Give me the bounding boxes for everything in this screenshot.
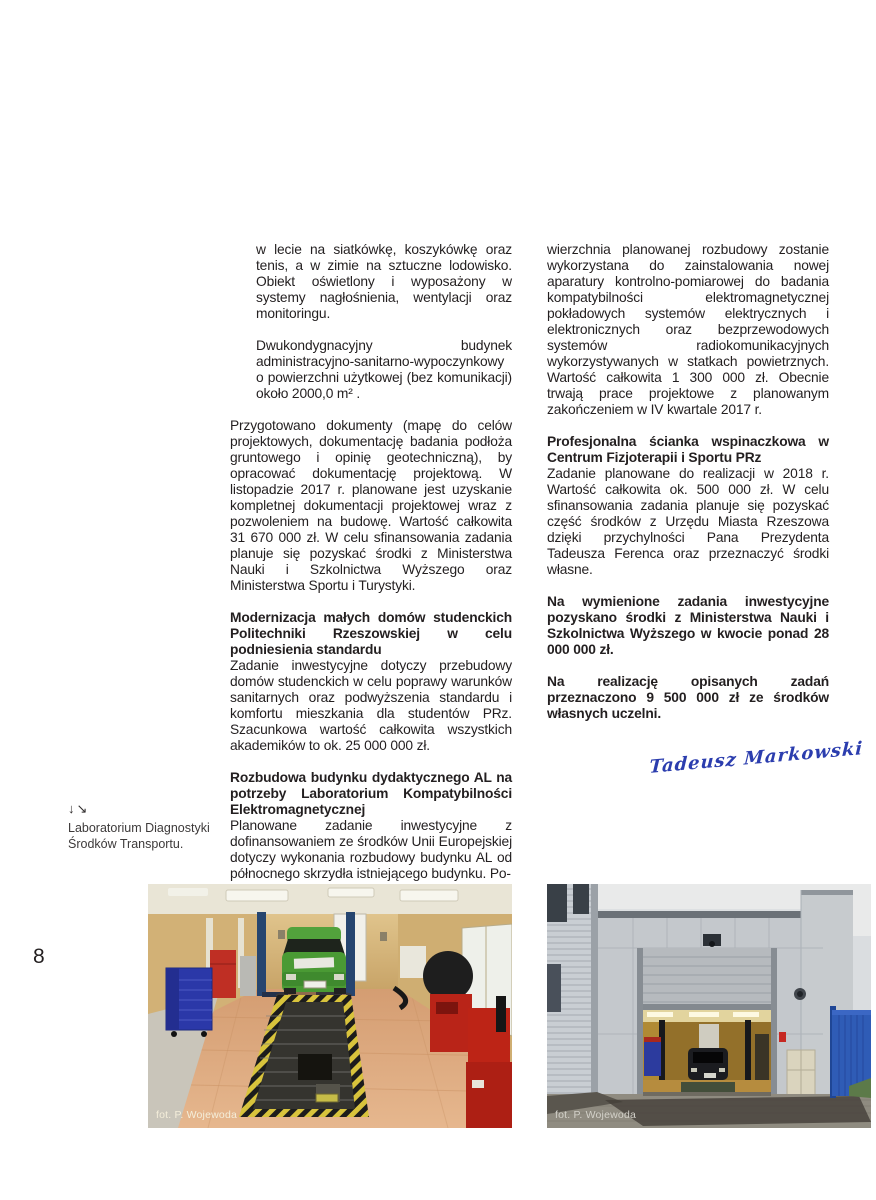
- paragraph-ministry-funds: Na wymienione zadania inwestycyjne pozyskano środki z Ministerstwa Nauki i Szkolnictwa Wyższego w kwocie ponad 28 000 000 zł.: [547, 594, 829, 657]
- utility-boxes: [787, 1050, 815, 1096]
- paragraph-dorm-modernization: Zadanie inwestycyjne dotyczy przebudowy domów studenckich w celu poprawy warunków sanitarnych oraz podwyższenia standardu i komfortu mieszkania dla studentów PRz. Szacunkowa wartość całkowita wszystkich akademików to ok. 25 000 000 zł.: [230, 658, 512, 753]
- margin-caption-line1: Laboratorium Diagnostyki: [68, 821, 210, 835]
- car-silhouette: [688, 1048, 728, 1080]
- photo-margin-caption: [68, 801, 210, 852]
- paragraph-admin-building: Dwukondygnacyjny budynek administracyjno-sanitarno-wypoczynkowy o powierzchni użytkowej (bez komunikacji) około 2000,0 m² .: [256, 338, 512, 401]
- margin-caption-line2: Środków Transportu.: [68, 837, 184, 851]
- paragraph-sports-facility: w lecie na siatkówkę, koszykówkę oraz tenis, a w zimie na sztuczne lodowisko. Obiekt oświetlony i wyposażony w systemy nagłośnienia, wentylacji oraz monitoringu.: [256, 242, 512, 321]
- paragraph-climbing-wall: Zadanie planowane do realizacji w 2018 r. Wartość całkowita ok. 500 000 zł. W celu sfinansowania zadania planuje się pozyskać część środków z Urzędu Miasta Rzeszowa dzięki przychylności Pana Prezydenta Tadeusza Ferenca oraz przeznaczyć środki własne.: [547, 466, 829, 577]
- photo-lab-interior-graphic: [148, 884, 512, 1128]
- heading-dorm-modernization: Modernizacja małych domów studenckich Politechniki Rzeszowskiej w celu podniesienia standardu: [230, 610, 512, 657]
- paragraph-own-funds: Na realizację opisanych zadań przeznaczono 9 500 000 zł ze środków własnych uczelni.: [547, 674, 829, 721]
- page-number: 8: [33, 945, 45, 968]
- paragraph-al-building: Planowane zadanie inwestycyjne z dofinansowaniem ze środków Unii Europejskiej dotyczy wykonania rozbudowy budynku AL od północnego skrzydła istniejącego budynku. Po-: [230, 818, 512, 881]
- left-column: [230, 242, 512, 898]
- photo-building-exterior: [547, 884, 871, 1128]
- paragraph-documentation: Przygotowano dokumenty (mapę do celów projektowych, dokumentację badania podłoża gruntowego i opinię geotechniczną), by opracować dokumentację projektową. W listopadzie 2017 r. planowane jest uzyskanie kompletnej dokumentacji projektowej wraz z pozwoleniem na budowę. Wartość całkowita 31 670 000 zł. W celu sfinansowania zadania planuje się pozyskać środki z Ministerstwa Nauki i Szkolnictwa Wyższego oraz Ministerstwa Sportu i Turystyki.: [230, 418, 512, 593]
- neighbor-building-left: [547, 884, 598, 1116]
- blue-gate: [830, 1006, 871, 1098]
- down-right-arrows-icon: ↓↘: [68, 801, 90, 816]
- signature-tadeusz-markowski: Tadeusz Markowski: [648, 738, 864, 778]
- heading-al-building: Rozbudowa budynku dydaktycznego AL na potrzeby Laboratorium Kompatybilności Elektromagnetycznej: [230, 770, 512, 817]
- photo-lab-interior: [148, 884, 512, 1128]
- paragraph-al-building-continued: wierzchnia planowanej rozbudowy zostanie wykorzystana do zainstalowania nowej aparatury kontrolno-pomiarowej do badania kompatybilności elektromagnetycznej pokładowych systemów elektrycznych i elektronicznych oraz bezprzewodowych systemów radiokomunikacyjnych wykorzystywanych w statkach powietrznych. Wartość całkowita 1 300 000 zł. Obecnie trwają prace projektowe z planowanym zakończeniem w IV kwartale 2017 r.: [547, 242, 829, 417]
- photo-credit-left: fot. P. Wojewoda: [156, 1109, 238, 1121]
- heading-climbing-wall: Profesjonalna ścianka wspinaczkowa w Centrum Fizjoterapii i Sportu PRz: [547, 434, 829, 465]
- photo-building-exterior-graphic: [547, 884, 871, 1128]
- photo-credit-right: fot. P. Wojewoda: [555, 1109, 637, 1121]
- lab-ceiling: [148, 884, 512, 914]
- right-column: [547, 242, 864, 778]
- green-car: [276, 927, 352, 1000]
